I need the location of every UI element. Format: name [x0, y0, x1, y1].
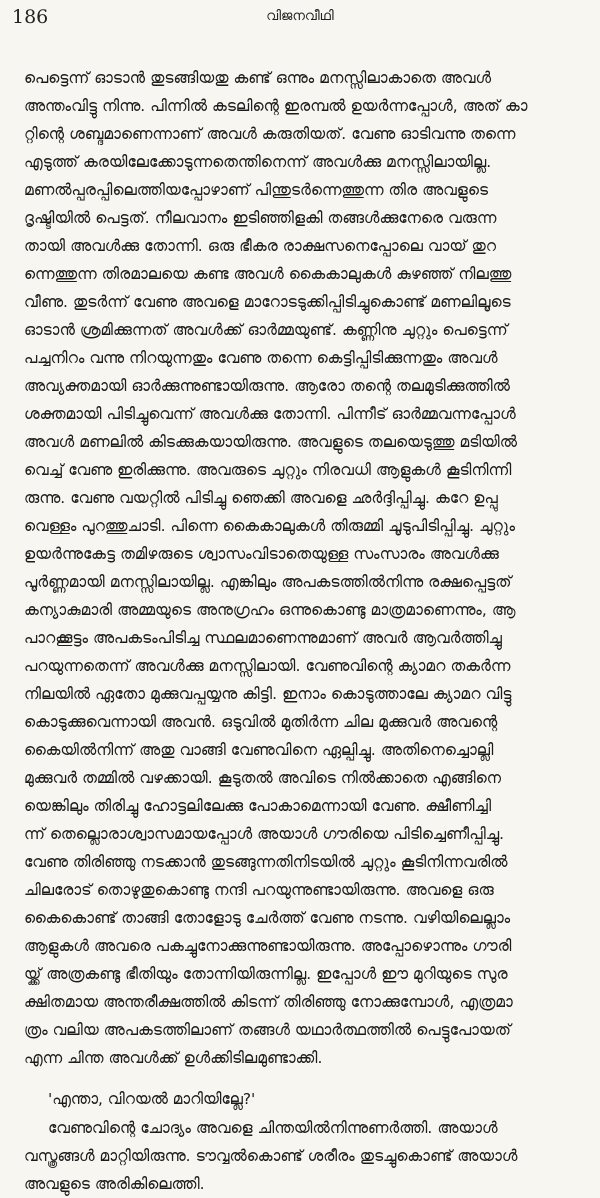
text-line: പൂർണ്ണമായി മനസ്സിലായില്ല. എങ്കിലും അപകടത്തിൽനിന്നു രക്ഷപ്പെട്ടത് [24, 573, 512, 591]
text-line: വസ്ത്രങ്ങൾ മാറ്റിയിരുന്നു. ടൗവ്വൽകൊണ്ട് ശരീരം തുടച്ചുകൊണ്ട് അയാൾ [24, 1147, 518, 1165]
body-text [24, 64, 596, 1198]
text-line: ആളുകൾ അവരെ പകച്ചുനോക്കുന്നുണ്ടായിരുന്നു. അപ്പോഴൊന്നും ഗൗരി [24, 937, 512, 955]
text-line: രുന്നു. വേണു വയറ്റിൽ പിടിച്ചു ഞെക്കി അവളെ ഛർദ്ദിപ്പിച്ചു. കറേ ഉപ്പു [24, 489, 498, 507]
text-line: ശക്തമായി പിടിച്ചുവെന്ന് അവൾക്കു തോന്നി. പിന്നീട് ഓർമ്മവന്നപ്പോൾ [24, 405, 516, 423]
text-line: ന്ന് തെല്ലൊരാശ്വാസമായപ്പോൾ അയാൾ ഗൗരിയെ പിടിച്ചെണീപ്പിച്ചു. [24, 825, 505, 843]
text-line: ക്ഷിതമായ അന്തരീക്ഷത്തിൽ കിടന്ന് തിരിഞ്ഞു നോക്കുമ്പോൾ, എത്രമാ [24, 993, 513, 1011]
paragraph-1 [24, 64, 596, 1072]
text-line: പെട്ടെന്ന് ഓടാൻ തുടങ്ങിയതു കണ്ട് ഒന്നും മനസ്സിലാകാതെ അവൾ [24, 69, 492, 87]
text-line: പച്ചനിറം വന്നു നിറയുന്നതും വേണു തന്നെ കെട്ടിപ്പിടിക്കുന്നതും അവൾ [24, 349, 498, 367]
text-line: അവൾ മണലിൽ കിടക്കുകയായിരുന്നു. അവളുടെ തലയെടുത്തു മടിയിൽ [24, 433, 517, 451]
text-line: അവളുടെ അരികിലെത്തി. [24, 1175, 205, 1193]
text-line: കൈകൊണ്ട് താങ്ങി തോളോടു ചേർത്ത് വേണു നടന്നു. വഴിയിലെല്ലാം [24, 909, 511, 927]
text-line: ദൃഷ്ടിയിൽ പെട്ടത്. നീലവാനം ഇടിഞ്ഞിളകി തങ്ങൾക്കുനേരെ വരുന്ന [24, 209, 497, 227]
text-line: എന്ന ചിന്ത അവൾക്ക് ഉൾക്കിടിലമുണ്ടാക്കി. [24, 1049, 323, 1067]
dialogue-quote: 'എന്താ, വിറയൽ മാറിയില്ലേ?' [48, 1090, 256, 1108]
text-line: റ്റിന്റെ ശബ്ദമാണെന്നാണ് അവൾ കരുതിയത്. വേണു ഓടിവന്നു തന്നെ [24, 125, 516, 143]
text-line: വേണു തിരിഞ്ഞു നടക്കാൻ തുടങ്ങുന്നതിനിടയിൽ ചുറ്റും കൂടിനിന്നവരിൽ [24, 853, 508, 871]
text-line: കൈയിൽനിന്ന് അതു വാങ്ങി വേണുവിനെ ഏല്പിച്ചു. അതിനെച്ചൊല്ലി [24, 741, 494, 759]
text-line: വേണുവിന്റെ ചോദ്യം അവളെ ചിന്തയിൽനിന്നുണർത്തി. അയാൾ [48, 1119, 498, 1137]
text-line: വീണു. തുടർന്ന് വേണു അവളെ മാറോടടുക്കിപ്പിടിച്ചുകൊണ്ട് മണലിലൂടെ [24, 293, 511, 311]
text-line: ന്നെത്തുന്ന തിരമാലയെ കണ്ട അവൾ കൈകാലുകൾ കുഴഞ്ഞ് നിലത്തു [24, 265, 512, 283]
text-line: കൊടുക്കുവെന്നായി അവൻ. ഒടുവിൽ മുതിർന്ന ചില മുക്കുവർ അവന്റെ [24, 713, 498, 731]
text-line: എടുത്ത് കരയിലേക്കോടുന്നതെന്തിനെന്ന് അവൾക്കു മനസ്സിലായില്ല. [24, 153, 492, 171]
text-line: ചിലരോട് തൊഴുതുകൊണ്ടു നന്ദി പറയുന്നുണ്ടായിരുന്നു. അവളെ ഒരു [24, 881, 494, 899]
text-line: മണൽപ്പരപ്പിലെത്തിയപ്പോഴാണ് പിന്തുടർന്നെത്തുന്ന തിര അവളുടെ [24, 181, 488, 199]
text-line: യ്ക്ക് അത്രകണ്ടു ഭീതിയും തോന്നിയിരുന്നില്ല. ഇപ്പോൾ ഈ മുറിയുടെ സുര [24, 965, 508, 983]
text-line: അവ്യക്തമായി ഓർക്കുന്നുണ്ടായിരുന്നു. ആരോ തന്റെ തലമുടിക്കുത്തിൽ [24, 377, 510, 395]
text-line: മുക്കുവർ തമ്മിൽ വഴക്കായി. കൂടുതൽ അവിടെ നിൽക്കാതെ എങ്ങിനെ [24, 769, 502, 787]
text-line: നിലയിൽ ഏതോ മുക്കുവപ്പയ്യനു കിട്ടി. ഇനാം കൊടുത്താലേ ക്യാമറ വിട്ടു [24, 685, 512, 703]
text-line: ഓടാൻ ശ്രമിക്കുന്നത് അവൾക്ക് ഓർമ്മയുണ്ട്. കണ്ണിനു ചുറ്റും പെട്ടെന്ന് [24, 321, 508, 339]
text-line: പറയുന്നതെന്ന് അവൾക്കു മനസ്സിലായി. വേണുവിന്റെ ക്യാമറ തകർന്ന [24, 657, 511, 675]
text-line: വെച്ച് വേണു ഇരിക്കുന്നു. അവരുടെ ചുറ്റും നിരവധി ആളുകൾ കൂടിനിന്നി [24, 461, 512, 479]
text-line: കന്യാകുമാരി അമ്മയുടെ അനുഗ്രഹം ഒന്നുകൊണ്ടു മാത്രമാണെന്നും, ആ [24, 601, 516, 619]
text-line: തായി അവൾക്കു തോന്നി. ഒരു ഭീകര രാക്ഷസനെപ്പോലെ വായ് തുറ [24, 237, 497, 255]
text-line: പാറക്കൂട്ടം അപകടംപിടിച്ച സ്ഥലമാണെന്നുമാണ് അവർ ആവർത്തിച്ചു [24, 629, 502, 647]
text-line: ത്രം വലിയ അപകടത്തിലാണ് തങ്ങൾ യഥാർത്ഥത്തിൽ പെട്ടുപോയത് [24, 1021, 511, 1039]
text-line: വെള്ളം പുറത്തുചാടി. പിന്നെ കൈകാലുകൾ തിരുമ്മി ചൂടുപിടിപ്പിച്ചു. ചുറ്റും [24, 517, 516, 535]
running-head: വിജനവീഥി [266, 8, 334, 24]
page-number: 186 [12, 6, 49, 28]
paragraph-2 [24, 1114, 596, 1198]
text-line: യെങ്കിലും തിരിച്ചു ഹോട്ടലിലേക്കു പോകാമെന്നായി വേണു. ക്ഷീണിച്ചി [24, 797, 492, 815]
text-line: ഉയർന്നുകേട്ട തമിഴരുടെ ശ്വാസംവിടാതെയുള്ള സംസാരം അവൾക്കു [24, 545, 499, 563]
text-line: അന്തംവിട്ടു നിന്നു. പിന്നിൽ കടലിന്റെ ഇരമ്പൽ ഉയർന്നപ്പോൾ, അത് കാ [24, 97, 528, 115]
